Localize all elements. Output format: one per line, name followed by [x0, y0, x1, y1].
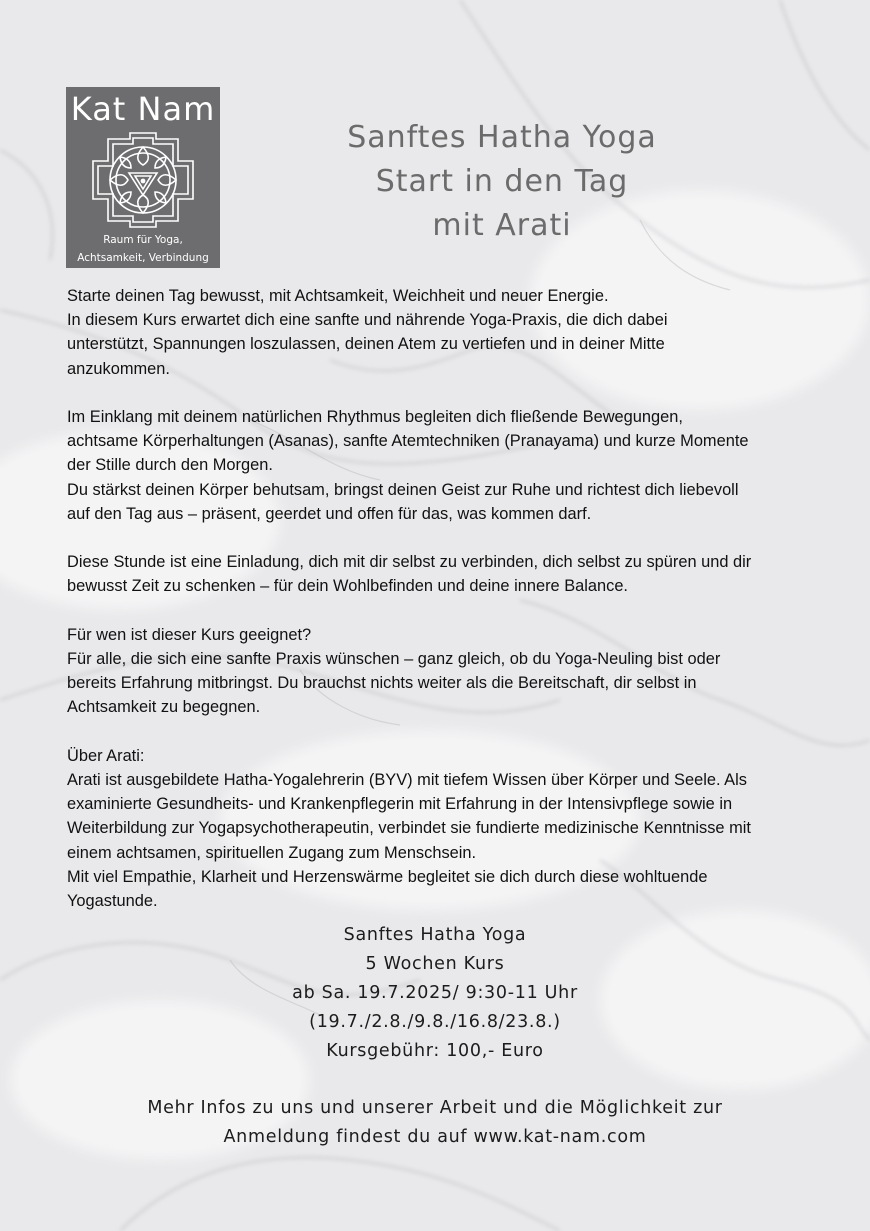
footer-line-1: Mehr Infos zu uns und unserer Arbeit und die Möglichkeit zur	[147, 1098, 723, 1118]
text-line: Mit viel Empathie, Klarheit und Herzenswärme begleitet sie dich durch diese wohltuende	[67, 867, 708, 886]
text-line: Arati ist ausgebildete Hatha-Yogalehrerin (BYV) mit tiefem Wissen über Körper und Seele. Als	[67, 771, 747, 789]
course-description	[67, 284, 812, 937]
text-line: Weiterbildung zur Yogapsychotherapeutin, verbindet sie fundierte medizinische Kenntnisse mit	[67, 819, 751, 838]
text-line: der Stille durch den Morgen.	[67, 456, 273, 475]
logo-tagline	[66, 231, 220, 267]
text-line: Für alle, die sich eine sanfte Praxis wünschen – ganz gleich, ob du Yoga-Neuling bist oder	[67, 650, 721, 668]
text-line: bewusst Zeit zu schenken – für dein Wohlbefinden und deine innere Balance.	[67, 577, 628, 596]
course-start: ab Sa. 19.7.2025/ 9:30-11 Uhr	[292, 983, 578, 1003]
logo-tagline-line-2: Achtsamkeit, Verbindung	[77, 252, 209, 264]
text-line: bereits Erfahrung mitbringst. Du brauchst nichts weiter als die Bereitschaft, dir selbst in	[67, 674, 697, 693]
logo-brand-name: Kat Nam	[70, 90, 216, 128]
kat-nam-logo	[66, 87, 220, 268]
invitation-paragraph	[67, 550, 812, 598]
text-line: Starte deinen Tag bewusst, mit Achtsamkeit, Weichheit und neuer Energie.	[67, 287, 609, 305]
title-line-3: mit Arati	[432, 208, 572, 243]
course-details	[235, 921, 635, 1066]
rhythm-paragraph	[67, 405, 812, 526]
yantra-icon	[88, 131, 198, 229]
footer-info	[60, 1094, 810, 1152]
text-line: Yogastunde.	[67, 892, 158, 911]
text-line: Achtsamkeit zu begegnen.	[67, 698, 261, 717]
footer-line-2: Anmeldung findest du auf www.kat-nam.com	[223, 1127, 647, 1147]
text-line: examinierte Gesundheits- und Krankenpflegerin mit Erfahrung in der Intensivpflege sowie in	[67, 795, 733, 814]
course-dates: (19.7./2.8./9.8./16.8/23.8.)	[309, 1012, 561, 1032]
course-duration: 5 Wochen Kurs	[365, 954, 505, 974]
text-line: Im Einklang mit deinem natürlichen Rhythmus begleiten dich fließende Bewegungen,	[67, 408, 683, 426]
text-line: Für wen ist dieser Kurs geeignet?	[67, 625, 312, 644]
text-line: Du stärkst deinen Körper behutsam, bringst deinen Geist zur Ruhe und richtest dich liebevoll	[67, 480, 739, 499]
course-fee: Kursgebühr: 100,- Euro	[326, 1041, 544, 1061]
text-line: In diesem Kurs erwartet dich eine sanfte und nährende Yoga-Praxis, die dich dabei	[67, 311, 668, 330]
text-line: achtsame Körperhaltungen (Asanas), sanfte Atemtechniken (Pranayama) und kurze Momente	[67, 432, 749, 451]
title-line-2: Start in den Tag	[375, 164, 629, 199]
text-line: anzukommen.	[67, 359, 170, 378]
text-line: einem achtsamen, spirituellen Zugang zum Menschsein.	[67, 843, 477, 862]
intro-paragraph	[67, 284, 812, 381]
teacher-paragraph	[67, 744, 812, 913]
logo-tagline-line-1: Raum für Yoga,	[103, 234, 183, 246]
text-line: Diese Stunde ist eine Einladung, dich mit dir selbst zu verbinden, dich selbst zu spüren und dir	[67, 553, 752, 572]
text-line: auf den Tag aus – präsent, geerdet und offen für das, was kommen darf.	[67, 504, 592, 523]
page-title	[300, 116, 704, 248]
audience-paragraph	[67, 623, 812, 720]
course-name: Sanftes Hatha Yoga	[343, 925, 527, 945]
text-line: Über Arati:	[67, 746, 145, 765]
title-line-1: Sanftes Hatha Yoga	[347, 120, 657, 155]
text-line: unterstützt, Spannungen loszulassen, deinen Atem zu vertiefen und in deiner Mitte	[67, 335, 665, 354]
